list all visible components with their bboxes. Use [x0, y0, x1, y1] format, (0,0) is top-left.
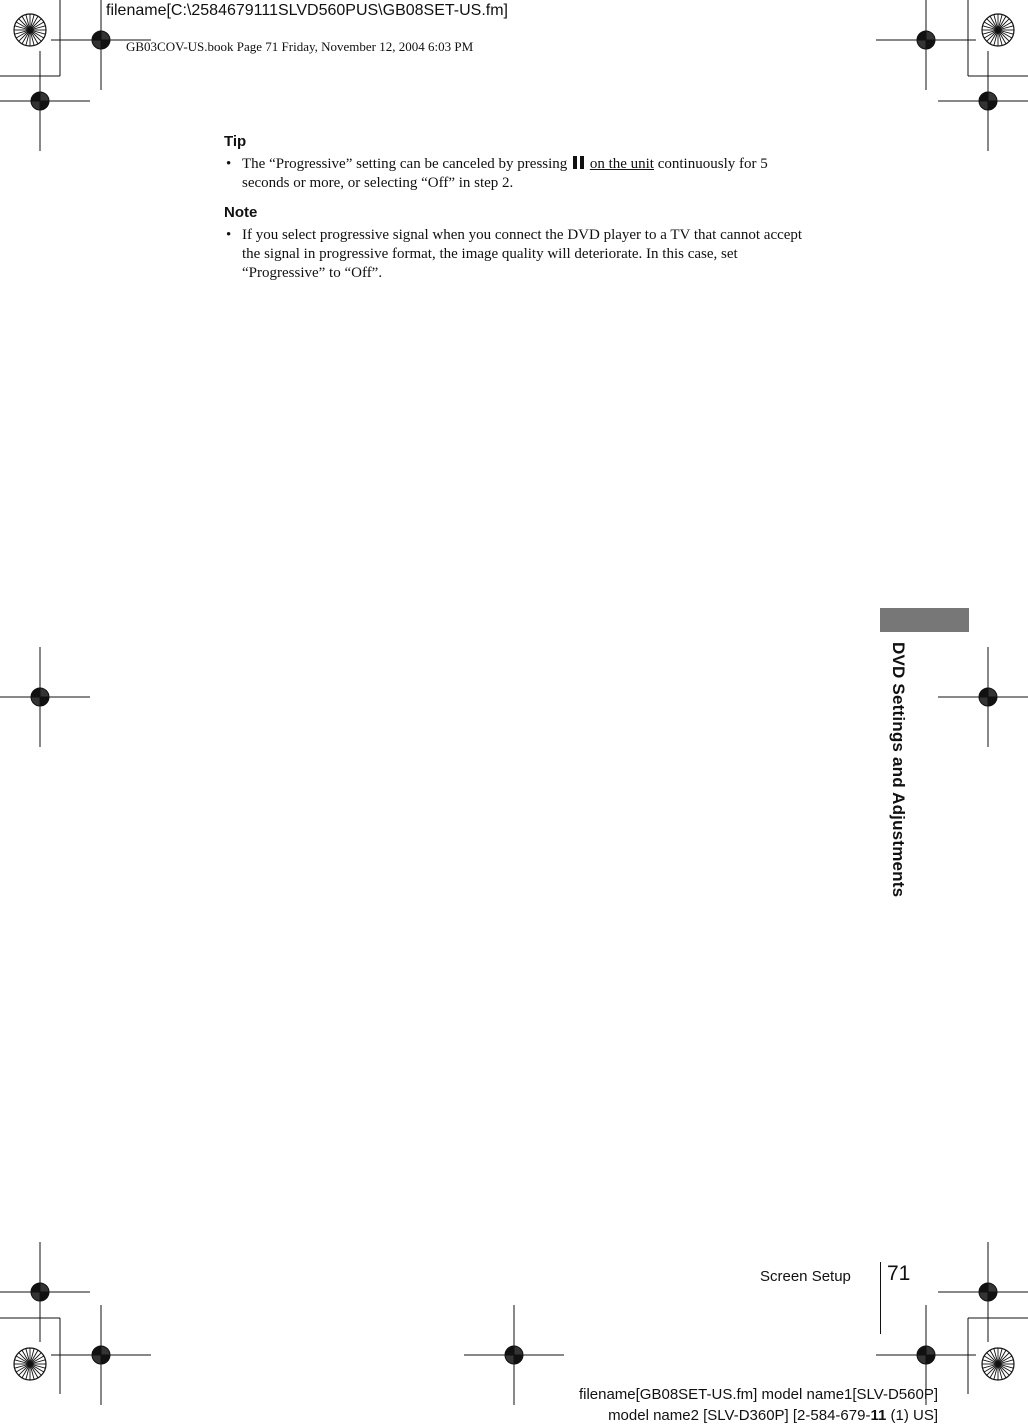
- registration-rosette-icon: [14, 1348, 46, 1380]
- footer-meta-line2-suffix: (1) US]: [886, 1407, 938, 1424]
- footer-file-info: [579, 1384, 938, 1426]
- registration-crosshair-icon: [938, 51, 1028, 151]
- registration-crosshair-icon: [938, 1242, 1028, 1342]
- note-bullet-item: [224, 226, 864, 283]
- header-book-info: GB03COV-US.book Page 71 Friday, November 12, 2004 6:03 PM: [126, 39, 474, 54]
- registration-rosette-icon: [14, 14, 46, 46]
- bullet-marker: •: [226, 227, 232, 243]
- note-text-line3: “Progressive” to “Off”.: [242, 265, 383, 281]
- tip-underlined-text: on the unit: [589, 156, 654, 172]
- registration-rosette-icon: [982, 14, 1014, 46]
- section-tab-bar: [880, 608, 969, 632]
- footer-meta-line2-bold: 11: [870, 1407, 887, 1424]
- registration-crosshair-icon: [464, 1305, 564, 1405]
- header-filename: filename[C:\2584679111SLVD560PUS\GB08SET-US.fm]: [106, 2, 508, 19]
- tip-text-end: continuously for 5: [657, 156, 768, 172]
- registration-crosshair-icon: [0, 1242, 90, 1342]
- note-heading: Note: [224, 204, 258, 221]
- footer-divider: [880, 1262, 881, 1334]
- page-content: [224, 132, 864, 293]
- registration-crosshair-icon: [0, 51, 90, 151]
- registration-rosette-icon: [982, 1348, 1014, 1380]
- pause-icon: [573, 156, 584, 169]
- footer-meta-line1: filename[GB08SET-US.fm] model name1[SLV-D560P]: [578, 1386, 938, 1403]
- note-text-line2: the signal in progressive format, the image quality will deteriorate. In this case, set: [242, 246, 738, 262]
- registration-crosshair-icon: [51, 1305, 151, 1405]
- side-section-label: DVD Settings and Adjustments: [889, 642, 908, 898]
- footer-meta-line2-prefix: model name2 [SLV-D360P] [2-584-679-: [608, 1407, 871, 1424]
- registration-crosshair-icon: [0, 647, 90, 747]
- registration-crosshair-icon: [876, 0, 976, 90]
- page-number: 71: [887, 1262, 911, 1285]
- footer-section-title: Screen Setup: [760, 1268, 851, 1285]
- tip-bullet-item: [224, 155, 864, 193]
- note-text-line1: If you select progressive signal when you connect the DVD player to a TV that cannot accept: [242, 227, 803, 243]
- tip-text-line2: seconds or more, or selecting “Off” in step 2.: [242, 175, 514, 191]
- bullet-marker: •: [226, 156, 232, 172]
- registration-crosshair-icon: [938, 647, 1028, 747]
- tip-heading: Tip: [224, 133, 247, 150]
- tip-text-start: The “Progressive” setting can be canceled by pressing: [242, 156, 568, 172]
